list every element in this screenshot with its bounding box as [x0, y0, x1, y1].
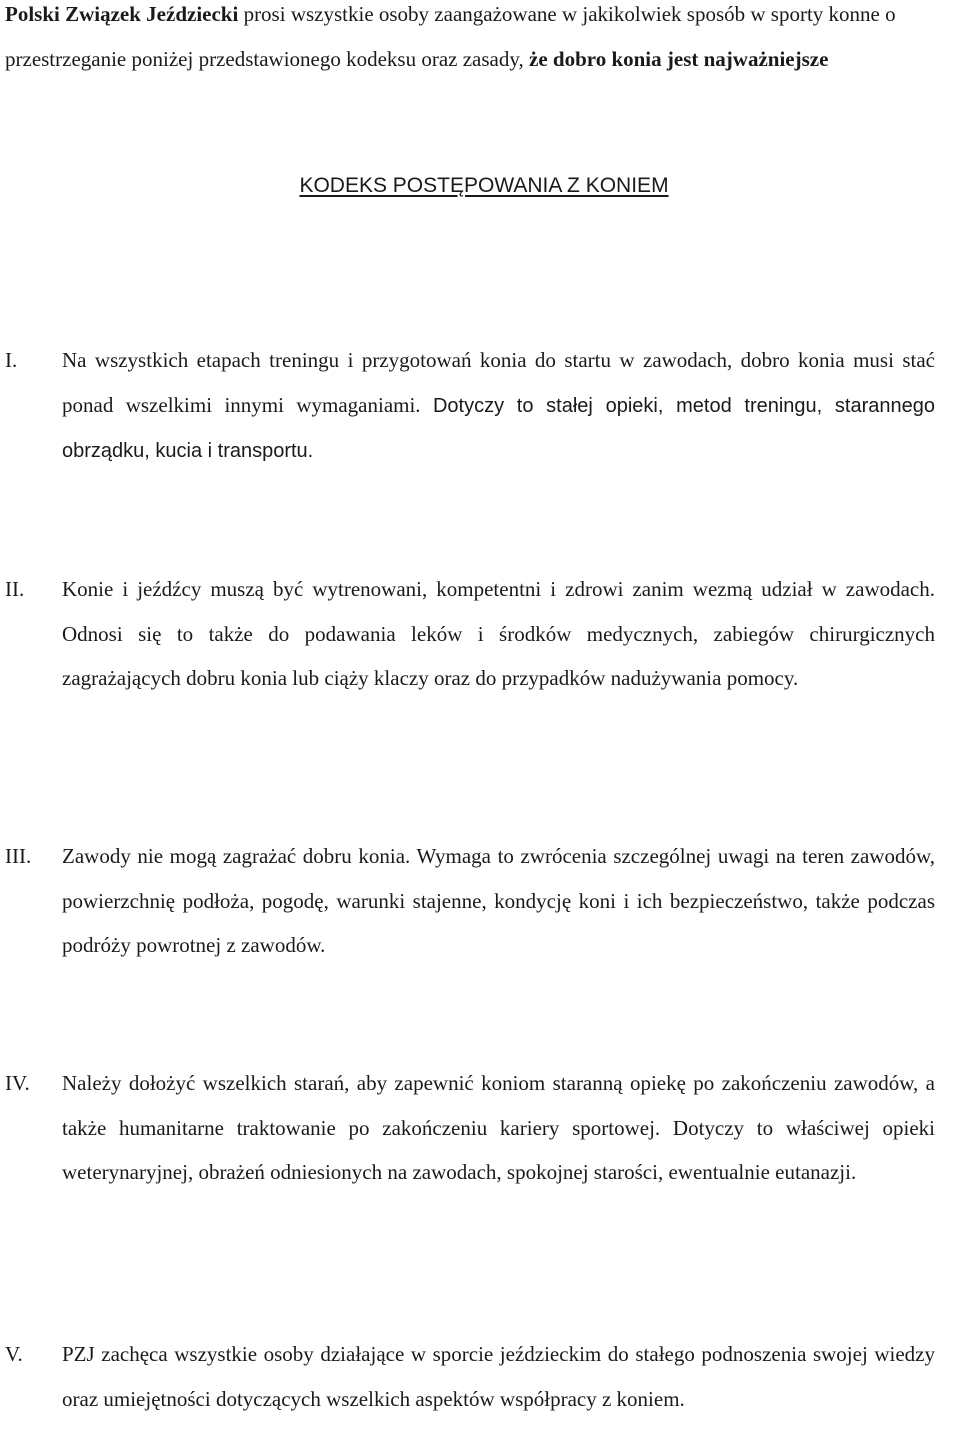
code-item-5 — [0, 1332, 960, 1421]
item-number: III. — [5, 844, 32, 868]
item-number: IV. — [5, 1071, 30, 1095]
item-text — [62, 834, 935, 968]
item-text — [62, 567, 935, 701]
intro-text: prosi wszystkie osoby zaangażowane w jakikolwiek sposób w sporty konne o przestrzeganie poniżej przedstawionego kodeksu oraz zasady, — [5, 2, 896, 71]
code-item-1 — [0, 338, 960, 474]
item-text-part: PZJ zachęca wszystkie osoby działające w sporcie jeździeckim do stałego podnoszenia swojej wiedzy oraz umiejętności dotyczących wszelkich aspektów współpracy z koniem. — [62, 1342, 935, 1411]
item-text-part: Zawody nie mogą zagrażać dobru konia. — [62, 844, 417, 868]
item-text-part: Konie i jeźdźcy muszą być wytrenowani, kompetentni i zdrowi zanim wezmą udział w zawodach. — [62, 577, 935, 601]
item-text-part: Dotyczy to właściwej opieki weterynaryjnej, obrażeń odniesionych na zawodach, spokojnej starości, ewentualnie eutanazji. — [62, 1115, 936, 1184]
item-number: V. — [5, 1342, 23, 1366]
item-text-part: Wymaga to zwrócenia szczególnej uwagi na teren zawodów, powierzchnię podłoża, pogodę, warunki stajenne, kondycję koni i ich bezpieczeństwo, także podczas podróży powrotnej z zawodów. — [62, 844, 936, 957]
item-text — [62, 1332, 935, 1421]
item-number: II. — [5, 577, 25, 601]
intro-emphasis: że dobro konia jest najważniejsze — [529, 46, 829, 71]
intro-paragraph — [5, 0, 955, 81]
document-title: KODEKS POSTĘPOWANIA Z KONIEM — [299, 174, 669, 197]
code-item-4 — [0, 1061, 960, 1195]
code-item-3 — [0, 834, 960, 968]
item-number: I. — [5, 348, 18, 372]
item-text-part: Odnosi się to także do podawania leków i środków medycznych, zabiegów chirurgicznych zagrażających dobru konia lub ciąży klaczy oraz do przypadków nadużywania pomocy. — [62, 621, 935, 690]
item-text-part: Na wszystkich etapach treningu i przygotowań konia do startu w zawodach, dobro konia musi stać ponad wszelkimi innymi wymaganiami. — [62, 348, 935, 417]
item-text — [62, 1061, 935, 1195]
organization-name: Polski Związek Jeździecki — [5, 2, 239, 26]
code-item-2 — [0, 567, 960, 701]
item-text-part: Dotyczy to stałej opieki, metod treningu, starannego obrządku, kucia i transportu. — [62, 394, 936, 462]
item-text-part: Należy dołożyć wszelkich starań, aby zapewnić koniom staranną opiekę po zakończeniu zawodów, a także humanitarne traktowanie po zakończeniu kariery sportowej. — [62, 1071, 935, 1140]
item-text — [62, 338, 935, 474]
